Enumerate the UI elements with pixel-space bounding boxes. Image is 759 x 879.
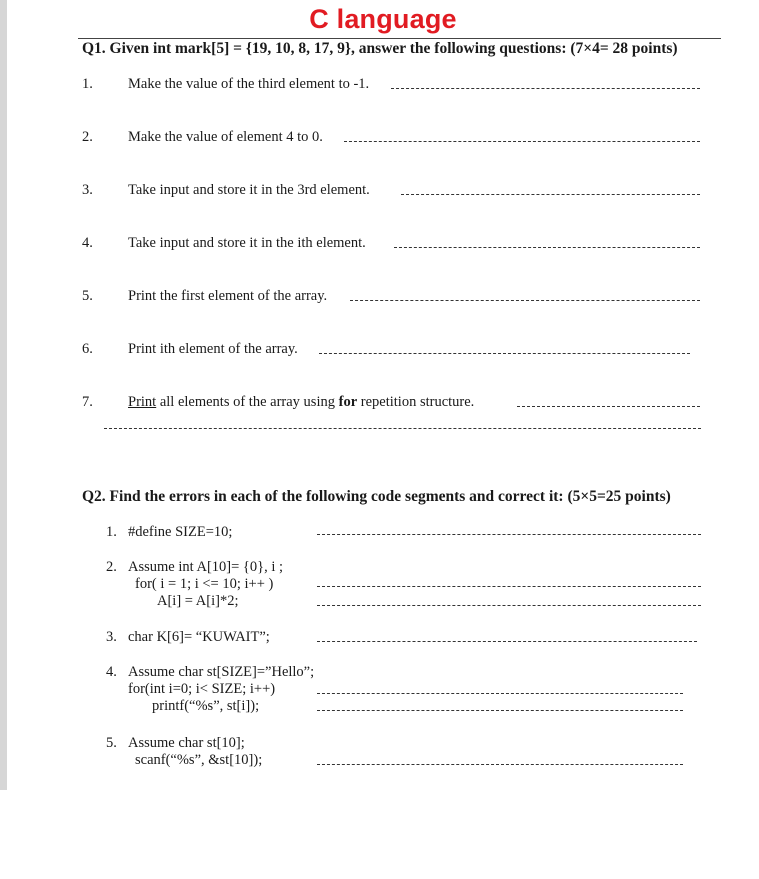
answer-line [394, 247, 700, 248]
q2-heading: Q2. Find the errors in each of the following code segments and correct it: (5×5=25 points) [82, 488, 671, 505]
answer-line [317, 764, 683, 765]
q2-item-1-line-1: #define SIZE=10; [128, 524, 233, 540]
q2-item-2-line-1: Assume int A[10]= {0}, i ; [128, 559, 284, 575]
answer-line [317, 693, 683, 694]
q1-item-4-number: 4. [82, 235, 93, 251]
q1-item-3-number: 3. [82, 182, 93, 198]
q1-item-5-number: 5. [82, 288, 93, 304]
q1-item-2-number: 2. [82, 129, 93, 145]
q2-item-1-number: 1. [106, 524, 117, 540]
q1-item-3-text: Take input and store it in the 3rd element. [128, 182, 370, 198]
q2-item-2-line-3: A[i] = A[i]*2; [157, 593, 239, 609]
q2-item-2-line-2: for( i = 1; i <= 10; i++ ) [135, 576, 274, 592]
answer-line [344, 141, 700, 142]
q2-item-4-line-3: printf(“%s”, st[i]); [152, 698, 260, 714]
answer-line [317, 586, 701, 587]
q2-item-4-number: 4. [106, 664, 117, 680]
answer-line [317, 710, 683, 711]
q2-item-4-line-2: for(int i=0; i< SIZE; i++) [128, 681, 276, 697]
answer-line [319, 353, 690, 354]
answer-line-full [104, 428, 701, 429]
q1-heading: Q1. Given int mark[5] = {19, 10, 8, 17, 9}, answer the following questions: (7×4= 28 points) [82, 40, 678, 57]
answer-line [517, 406, 700, 407]
title-underline [78, 38, 721, 39]
answer-line [317, 605, 701, 606]
q1-item-4-text: Take input and store it in the ith element. [128, 235, 366, 251]
answer-line [317, 534, 701, 535]
q2-item-3-line-1: char K[6]= “KUWAIT”; [128, 629, 270, 645]
q1-item-5-text: Print the first element of the array. [128, 288, 328, 304]
q2-item-2-number: 2. [106, 559, 117, 575]
q1-item-7-text [128, 394, 474, 411]
answer-line [350, 300, 700, 301]
q1-item-1-number: 1. [82, 76, 93, 92]
answer-line [317, 641, 697, 642]
q1-item-7-text-end: repetition structure. [357, 394, 475, 410]
q1-item-1-text: Make the value of the third element to -1. [128, 76, 370, 92]
q2-item-5-line-2: scanf(“%s”, &st[10]); [135, 752, 263, 768]
q1-item-2-text: Make the value of element 4 to 0. [128, 129, 323, 145]
answer-line [401, 194, 700, 195]
q1-item-6-number: 6. [82, 341, 93, 357]
left-border [0, 0, 7, 790]
q2-item-4-line-1: Assume char st[SIZE]=”Hello”; [128, 664, 315, 680]
q2-item-5-line-1: Assume char st[10]; [128, 735, 245, 751]
q1-item-7-number: 7. [82, 394, 93, 410]
q1-item-7-text-mid: all elements of the array using [156, 394, 339, 410]
answer-line [391, 88, 700, 89]
q2-item-5-number: 5. [106, 735, 117, 751]
page-title: C language [309, 4, 457, 34]
print-word: Print [128, 394, 157, 410]
q2-item-3-number: 3. [106, 629, 117, 645]
for-keyword: for [338, 394, 358, 410]
worksheet-page [7, 0, 759, 790]
q1-item-6-text: Print ith element of the array. [128, 341, 298, 357]
